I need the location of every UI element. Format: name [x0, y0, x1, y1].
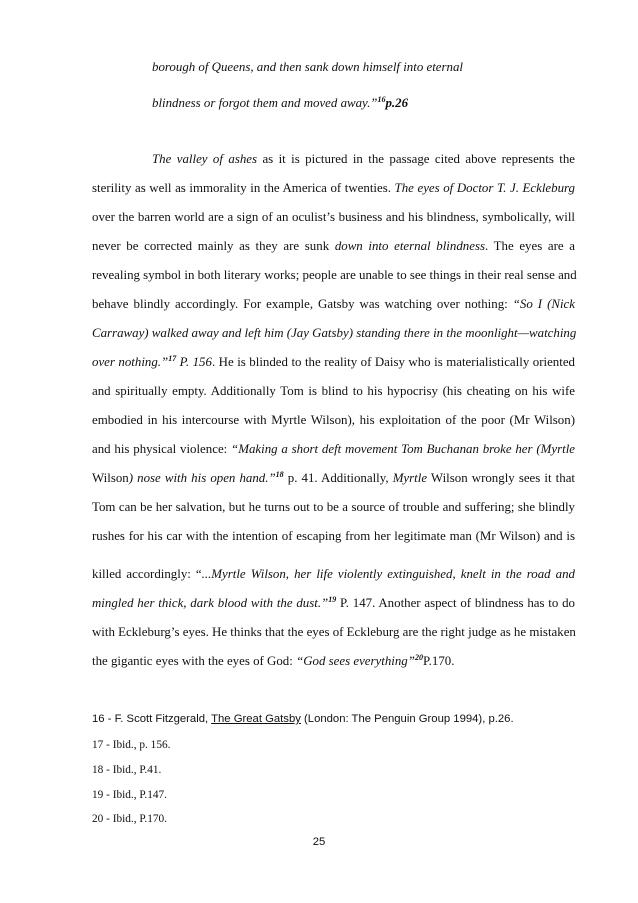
paragraph-line-6: behave blindly accordingly. For example, Gatsby was watching over nothing: “So I (Nick	[92, 297, 575, 311]
footnote-ref-17: 17	[168, 354, 177, 363]
footnote-17: 17 - Ibid., p. 156.	[92, 739, 171, 751]
paragraph-line-5: revealing symbol in both literary works; people are unable to see things in their real sense and	[92, 268, 577, 282]
page-reference: p.26	[385, 96, 409, 110]
paragraph-line-17: with Eckleburg’s eyes. He thinks that the eyes of Eckleburg are the right judge as he mistaken	[92, 625, 576, 639]
paragraph-line-12: Wilson) nose with his open hand.”$^{18}$ p. 41. Additionally, Myrtle Wilson wrongly sees it that	[92, 470, 575, 485]
book-title: The Great Gatsby	[211, 713, 301, 725]
page-number: 25	[312, 836, 326, 848]
footnote-ref-18: 18	[275, 470, 284, 479]
quote-line-2: blindness or forgot them and moved away.”$^{16}$p.26	[152, 95, 409, 110]
paragraph-line-11: and his physical violence: “Making a short deft movement Tom Buchanan broke her (Myrtle	[92, 442, 575, 456]
paragraph-line-1: The valley of ashes as it is pictured in the passage cited above represents the	[152, 152, 575, 166]
paragraph-line-13: Tom can be her salvation, but he turns out to be a source of trouble and suffering; she blindly	[92, 500, 575, 514]
paragraph-line-2: sterility as well as immorality in the America of twenties. The eyes of Doctor T. J. Eckleburg	[92, 181, 575, 195]
footnote-ref-19: 19	[328, 595, 337, 604]
paragraph-line-4: never be corrected mainly as they are sunk down into eternal blindness. The eyes are a	[92, 239, 575, 253]
paragraph-line-16: mingled her thick, dark blood with the dust.”$^{19}$ P. 147. Another aspect of blindness has to do	[92, 595, 575, 610]
footnote-20: 20 - Ibid., P.170.	[92, 813, 168, 825]
quote-line-1: borough of Queens, and then sank down himself into eternal	[152, 60, 464, 74]
footnote-ref-20: 20	[414, 653, 423, 662]
paragraph-line-8: over nothing.”$^{17}$ P. 156. He is blinded to the reality of Daisy who is materialistically oriented	[92, 354, 575, 369]
footnote-ref-16: 16	[377, 95, 386, 104]
paragraph-line-3: over the barren world are a sign of an oculist’s business and his blindness, symbolically, will	[92, 210, 575, 224]
paragraph-line-10: embodied in his intercourse with Myrtle Wilson), his exploitation of the poor (Mr Wilson)	[92, 413, 575, 427]
paragraph-line-18: the gigantic eyes with the eyes of God: “God sees everything”$^{20}$P.170.	[92, 653, 455, 668]
footnote-19: 19 - Ibid., P.147.	[92, 789, 168, 801]
paragraph-line-9: and spiritually empty. Additionally Tom is blind to his hypocrisy (his cheating on his wife	[92, 384, 575, 398]
footnote-16: 16 - F. Scott Fitzgerald, The Great Gatsby (London: The Penguin Group 1994), p.26.	[92, 713, 514, 725]
footnote-18: 18 - Ibid., P.41.	[92, 764, 162, 776]
paragraph-line-7: Carraway) walked away and left him (Jay Gatsby) standing there in the moonlight—watching	[92, 326, 577, 340]
paragraph-line-15: killed accordingly: “...Myrtle Wilson, her life violently extinguished, knelt in the road and	[92, 567, 575, 581]
paragraph-line-14: rushes for his car with the intention of escaping from her legitimate man (Mr Wilson) and is	[92, 529, 575, 543]
